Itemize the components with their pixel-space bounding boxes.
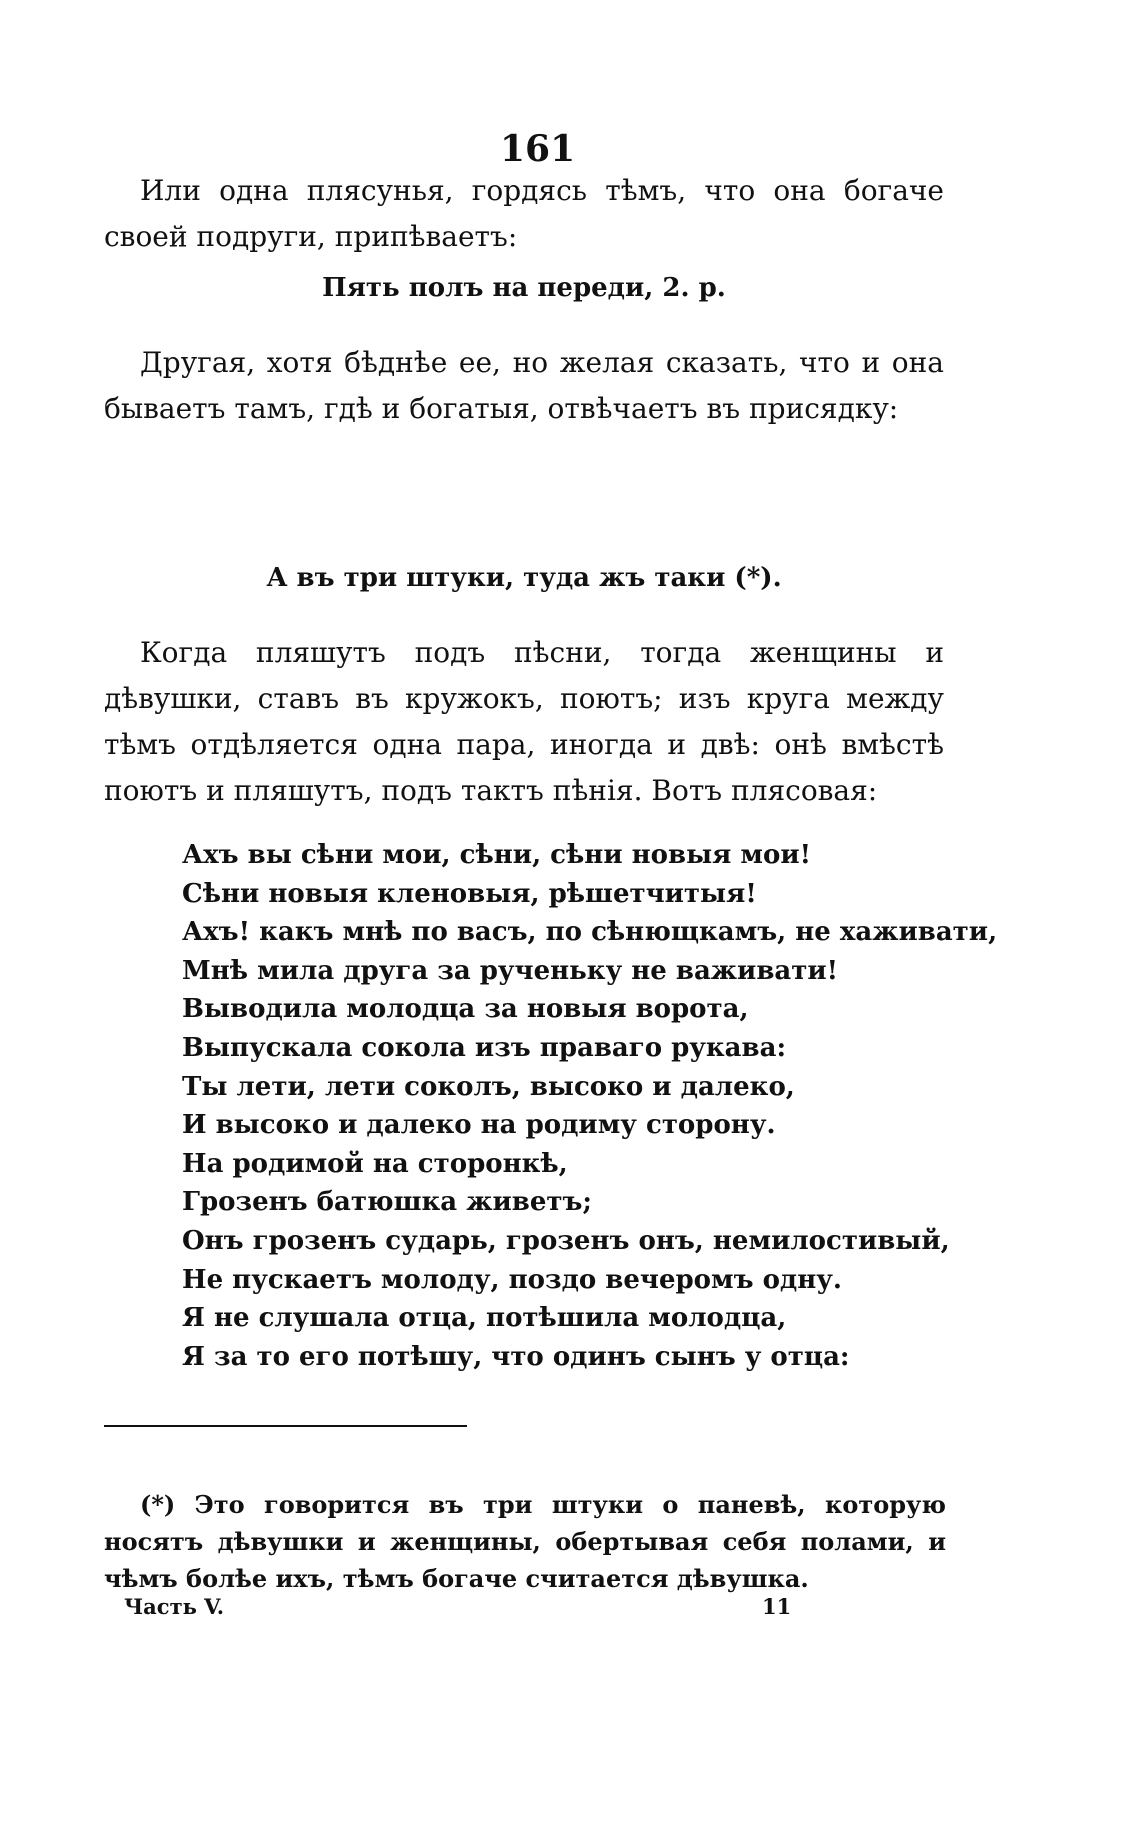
signature-mark: Часть V. <box>124 1594 225 1619</box>
signature-number: 11 <box>762 1594 792 1619</box>
poem-line: Выпускала сокола изъ праваго рукава: <box>182 1032 787 1063</box>
poem <box>182 836 998 1376</box>
poem-line: Я за то его потѣшу, что одинъ сынъ у отца: <box>182 1341 850 1372</box>
footnote: (*) Это говорится въ три штуки о паневѣ, которую носятъ дѣвушки и женщины, обертывая себя полами, и чѣмъ болѣе ихъ, тѣмъ богаче считается дѣвушка. <box>104 1490 946 1593</box>
poem-line: Ахъ! какъ мнѣ по вaсъ, по сѣнющкамъ, не хаживати, <box>182 917 998 948</box>
paragraph-1: Или одна плясунья, гордясь тѣмъ, что она богаче своей подруги, припѣваетъ: <box>104 174 944 253</box>
page-number: 161 <box>500 128 576 170</box>
poem-line: Сѣни новыя кленовыя, рѣшетчитыя! <box>182 878 757 909</box>
poem-line: Выводила молодца за новыя ворота, <box>182 994 749 1025</box>
poem-line: Я не слушала отца, потѣшила молодца, <box>182 1303 787 1334</box>
poem-line: Ты лети, лети соколъ, высоко и далеко, <box>182 1071 795 1102</box>
paragraph-2: Другая, хотя бѣднѣе ее, но желая сказать, что и она бываетъ тамъ, гдѣ и богатыя, отвѣчаетъ въ присядку: <box>104 346 944 425</box>
poem-line: Грозенъ батюшка живетъ; <box>182 1187 593 1218</box>
poem-line: И высоко и далеко на родиму сторону. <box>182 1110 776 1141</box>
poem-line: Мнѣ мила друга за рученьку не важивати! <box>182 955 839 986</box>
footnote-rule <box>104 1425 467 1427</box>
refrain-2: А въ три штуки, туда жъ таки (*). <box>266 563 782 593</box>
poem-line: Не пускаетъ молоду, поздо вечеромъ одну. <box>182 1264 842 1295</box>
poem-line: На родимой на сторонкѣ, <box>182 1148 568 1179</box>
poem-line: Ахъ вы сѣни мои, сѣни, сѣни новыя мои! <box>182 840 812 870</box>
refrain-1: Пять полъ на переди, 2. р. <box>322 273 726 303</box>
paragraph-3: Когда пляшутъ подъ пѣсни, тогда женщины и дѣвушки, ставъ въ кружокъ, поютъ; изъ круга между тѣмъ отдѣляется одна пара, иногда и двѣ: онѣ вмѣстѣ поютъ и пляшутъ, подъ тактъ пѣнія. Вотъ плясовая: <box>104 636 944 807</box>
poem-line: Онъ грозенъ сударь, грозенъ онъ, немилостивый, <box>182 1225 950 1256</box>
